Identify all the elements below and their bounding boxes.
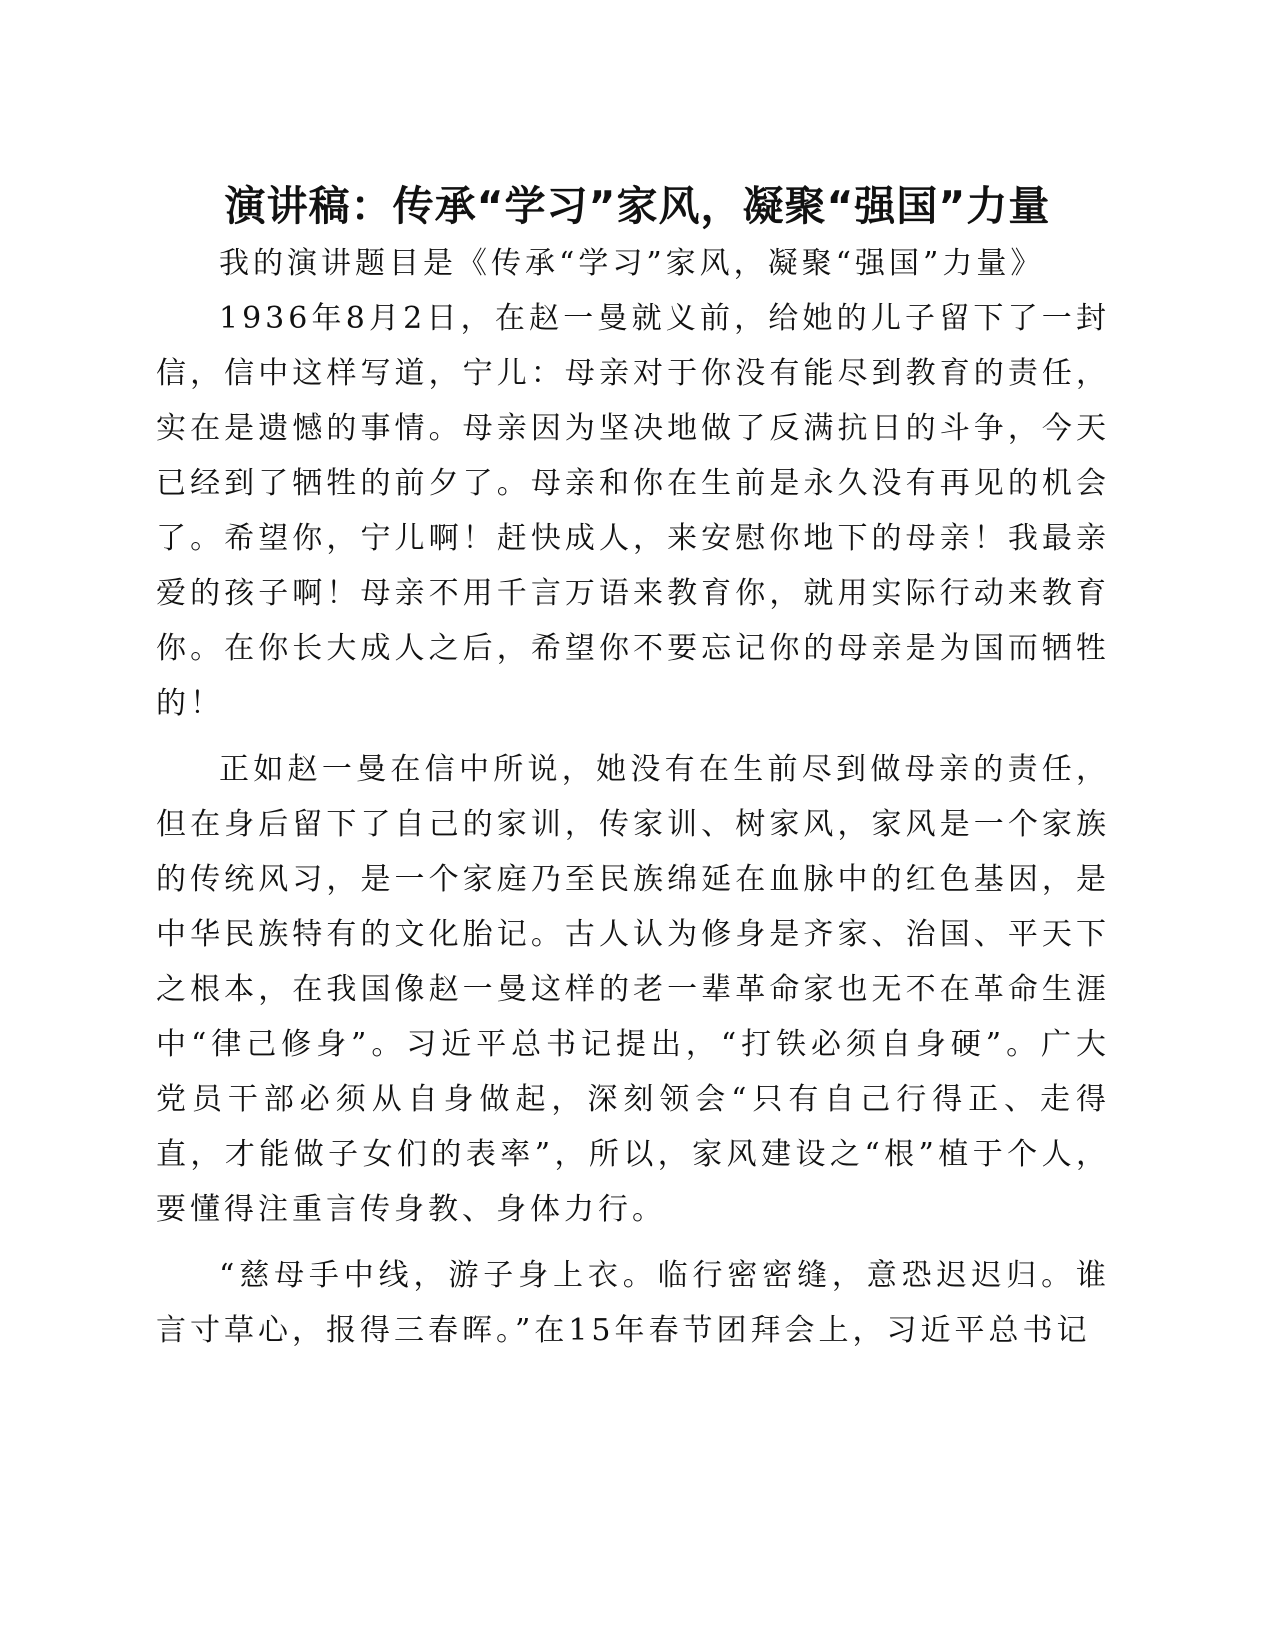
- document-title: 演讲稿：传承“学习”家风，凝聚“强国”力量: [224, 182, 1051, 230]
- paragraph-intro: 我的演讲题目是《传承“学习”家风，凝聚“强国”力量》: [219, 246, 1045, 281]
- paragraph-letter: 1936年8月2日，在赵一曼就义前，给她的儿子留下了一封信，信中这样写道，宁儿：母亲对于你没有能尽到教育的责任，实在是遗憾的事情。母亲因为坚决地做了反满抗日的斗争，今天已经到了牺牲的前夕了。母亲和你在生前是永久没有再见的机会了。希望你，宁儿啊！赶快成人，来安慰你地下的母亲！我最亲爱的孩子啊！母亲不用千言万语来教育你，就用实际行动来教育你。在你长大成人之后，希望你不要忘记你的母亲是为国而牺牲的！: [156, 301, 1110, 721]
- paragraph-poem: “慈母手中线，游子身上衣。临行密密缝，意恐迟迟归。谁言寸草心，报得三春晖。”在15年春节团拜会上，习近平总书记: [156, 1258, 1110, 1348]
- document-body: [156, 236, 1110, 1358]
- paragraph-family-style: 正如赵一曼在信中所说，她没有在生前尽到做母亲的责任，但在身后留下了自己的家训，传家训、树家风，家风是一个家族的传统风习，是一个家庭乃至民族绵延在血脉中的红色基因，是中华民族特有的文化胎记。古人认为修身是齐家、治国、平天下之根本，在我国像赵一曼这样的老一辈革命家也无不在革命生涯中“律己修身”。习近平总书记提出，“打铁必须自身硬”。广大党员干部必须从自身做起，深刻领会“只有自己行得正、走得直，才能做子女们的表率”，所以，家风建设之“根”植于个人，要懂得注重言传身教、身体力行。: [156, 752, 1110, 1227]
